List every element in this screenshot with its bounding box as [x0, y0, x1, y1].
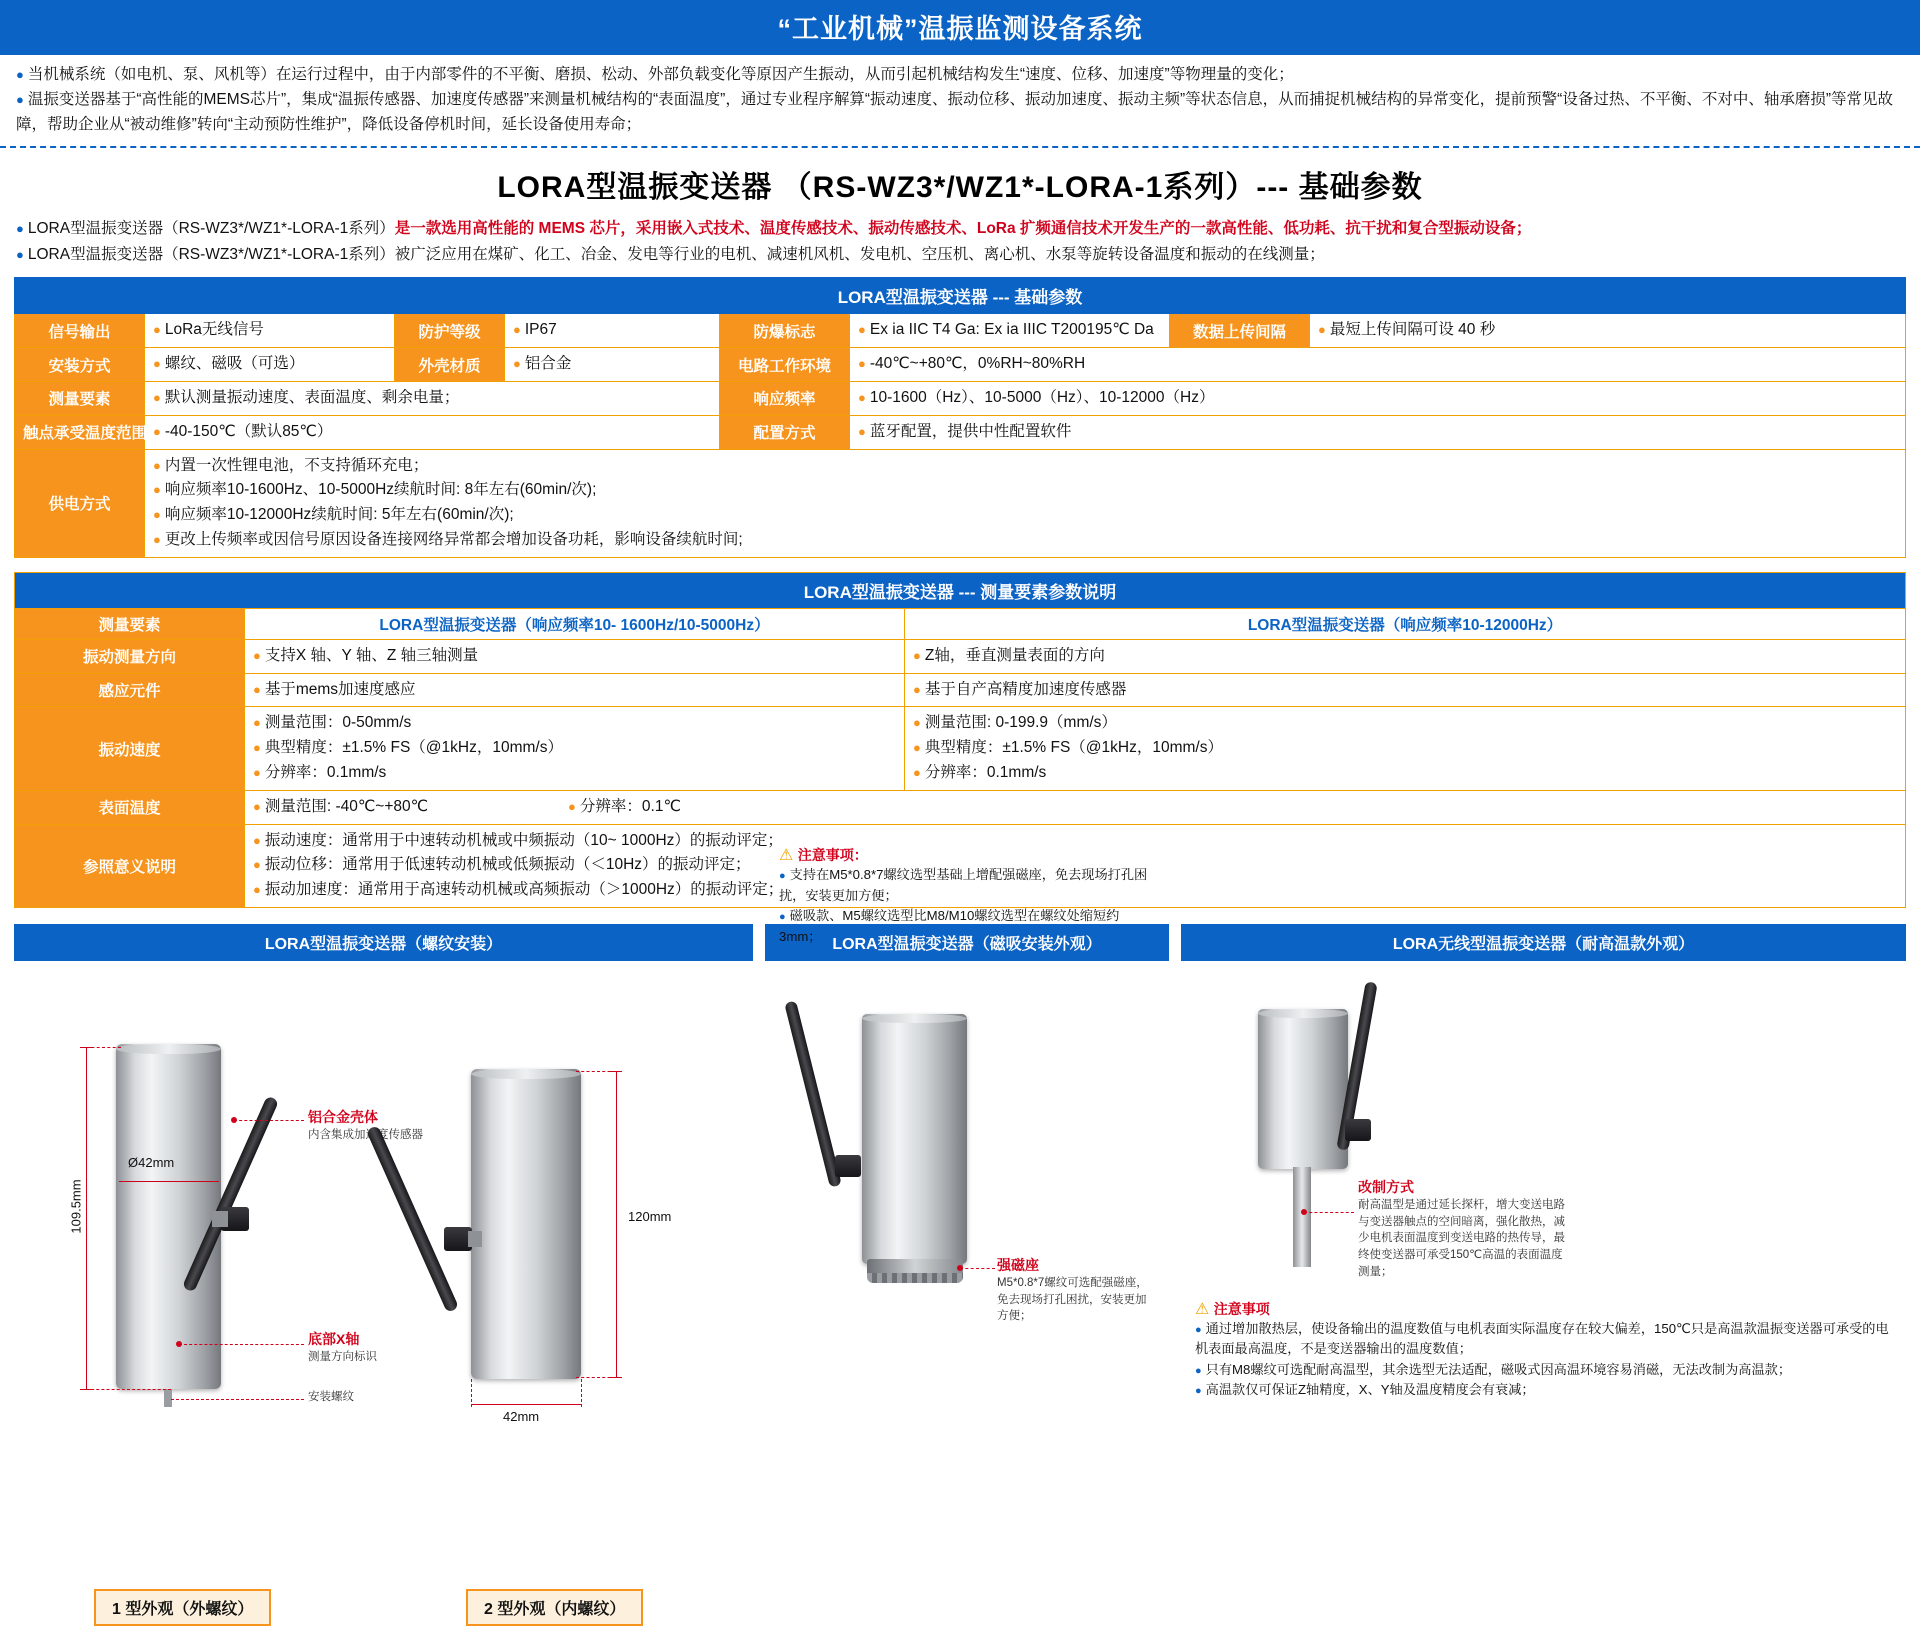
cell-text: 更改上传频率或因信号原因设备连接网络异常都会增加设备功耗，影响设备续航时间;: [164, 531, 743, 549]
cell-value: [905, 673, 1906, 707]
dim-diameter-label: Ø42mm: [128, 1155, 175, 1170]
extension-rod: [1293, 1167, 1311, 1267]
note-text: 只有M8螺纹可选配耐高温型，其余选型无法适配，磁吸式因高温环境容易消磁，无法改制为高温款；: [1205, 1361, 1792, 1377]
cell-text: -40℃~+80℃，0%RH~80%RH: [869, 355, 1086, 373]
bullet-icon: ●: [253, 715, 261, 731]
note-item: [779, 906, 1157, 947]
cell-text: 螺纹、磁吸（可选）: [164, 355, 305, 373]
cell-label: 信号输出: [15, 314, 145, 348]
table-row: [15, 639, 1906, 673]
antenna-connector-1: [212, 1211, 228, 1227]
row-label: 参照意义说明: [15, 824, 245, 907]
dim-ext: [576, 1377, 621, 1378]
callout-1-title: 铝合金壳体: [308, 1109, 378, 1125]
cell-value: [1310, 314, 1906, 348]
mod-callout-line: [1304, 1212, 1354, 1213]
cell-text: 振动位移：通常用于低速转动机械或低频振动（＜10Hz）的振动评定；: [264, 856, 751, 874]
mod-text: 耐高温型是通过延长探杆，增大变送电路与变送器触点的空间暗离，强化散热，减少电机表面温度到变送电路的热传导，最终使变送器可承受150℃高温的表面温度测量；: [1358, 1199, 1565, 1278]
section-line-highlight: 是一款选用高性能的 MEMS 芯片，采用嵌入式技术、温度传感技术、振动传感技术、LoRa 扩频通信技术开发生产的一款高性能、低功耗、抗干扰和复合型振动设备；: [394, 220, 1532, 238]
dim-ext: [86, 1389, 171, 1390]
cell-label: 响应频率: [720, 382, 850, 416]
col-header-b: LORA型温振变送器（响应频率10-12000Hz）: [905, 608, 1906, 639]
cell-value: [145, 382, 720, 416]
cell-text: Ex ia IIC T4 Ga: Ex ia IIIC T200195℃ Da: [869, 321, 1154, 339]
dim-height-line: [86, 1047, 87, 1389]
transmitter-top-cap-4: [1258, 1009, 1348, 1018]
callout-line-3: [171, 1399, 304, 1400]
bullet-icon: ●: [913, 681, 921, 697]
cell-text: 默认测量振动速度、表面温度、剩余电量；: [164, 389, 460, 407]
table-row: [15, 348, 1906, 382]
bullet-icon: ●: [253, 765, 261, 781]
antenna-connector-2: [468, 1231, 482, 1247]
antenna-3: [784, 1000, 842, 1187]
cell-text: 典型精度：±1.5% FS（@1kHz，10mm/s）: [924, 739, 1223, 757]
dim2-height-line: [616, 1071, 617, 1377]
bullet-icon: ●: [16, 92, 24, 108]
cell-label: 数据上传间隔: [1170, 314, 1310, 348]
caption-1: 1 型外观（外螺纹）: [94, 1589, 271, 1626]
table-row: [15, 382, 1906, 416]
intro-line: [14, 62, 1906, 87]
section-lines: [0, 216, 1920, 277]
bullet-icon: ●: [913, 740, 921, 756]
panel-thread-mount: [14, 924, 753, 1618]
bullet-icon: ●: [153, 482, 161, 498]
table-row: [15, 415, 1906, 449]
cell-text: 分辨率：0.1℃: [579, 797, 681, 815]
bullet-icon: ●: [913, 647, 921, 663]
page-banner-title: “工业机械”温振监测设备系统: [0, 0, 1920, 55]
section-title: LORA型温振变送器 （RS-WZ3*/WZ1*-LORA-1系列）--- 基础参数: [497, 171, 1423, 205]
dim-ext: [576, 1071, 621, 1072]
cell-value: [850, 348, 1906, 382]
callout-3: 安装螺纹: [308, 1391, 354, 1403]
bullet-icon: ●: [858, 356, 866, 372]
section-line-plain: LORA型温振变送器（RS-WZ3*/WZ1*-LORA-1系列）: [27, 220, 395, 238]
cell-value: [245, 707, 905, 790]
table2-title: LORA型温振变送器 --- 测量要素参数说明: [15, 572, 1906, 608]
cell-text: 基于mems加速度感应: [264, 680, 416, 698]
table-row: [15, 707, 1906, 790]
antenna-joint-3: [835, 1155, 861, 1177]
magnet-base-teeth: [867, 1273, 963, 1283]
bullet-icon: ●: [513, 322, 521, 338]
note-text: 磁吸款、M5螺纹选型比M8/M10螺纹选型在螺纹处缩短约3mm；: [779, 908, 1120, 944]
bullet-icon: ●: [153, 532, 161, 548]
transmitter-body-4: [1258, 1009, 1348, 1169]
mount-thread-1: [164, 1389, 172, 1407]
cell-text: 响应频率10-1600Hz、10-5000Hz续航时间: 8年左右(60min/次);: [164, 481, 597, 499]
cell-label: 测量要素: [15, 382, 145, 416]
bullet-icon: ●: [253, 832, 261, 848]
cell-text: 典型精度：±1.5% FS（@1kHz，10mm/s）: [264, 739, 563, 757]
bullet-icon: ●: [913, 765, 921, 781]
cell-text: 响应频率10-12000Hz续航时间: 5年左右(60min/次);: [164, 506, 514, 524]
bullet-icon: ●: [779, 911, 786, 924]
cell-value: [145, 314, 395, 348]
table-row: [15, 608, 1906, 639]
dim-diameter-line: [119, 1181, 219, 1182]
intro-section: [0, 55, 1920, 148]
transmitter-body-1: [116, 1044, 221, 1389]
cell-value: [145, 348, 395, 382]
note-text: 支持在M5*0.8*7螺纹选型基础上增配强磁座，免去现场打孔困扰，安装更加方便；: [779, 867, 1148, 903]
bullet-icon: ●: [1195, 1324, 1202, 1336]
bullet-icon: ●: [913, 715, 921, 731]
cell-value: [850, 382, 1906, 416]
row-label: 振动速度: [15, 707, 245, 790]
bullet-icon: ●: [513, 356, 521, 372]
row-label: 振动测量方向: [15, 639, 245, 673]
callout-2-title: 底部X轴: [308, 1331, 360, 1347]
bullet-icon: ●: [1195, 1364, 1202, 1377]
note-title-row: [779, 845, 1157, 865]
cell-value: [850, 314, 1170, 348]
note-title-row: [1195, 1299, 1892, 1319]
cell-text: 基于自产高精度加速度传感器: [924, 680, 1127, 698]
cell-label: 外壳材质: [395, 348, 505, 382]
table-row: [15, 314, 1906, 348]
table-row: [15, 790, 1906, 824]
cell-text: IP67: [524, 321, 557, 339]
note-text: 通过增加散热层，使设备输出的温度数值与电机表面实际温度存在较大偏差，150℃只是高温款温振变送器可承受的电机表面最高温度，不是变送器输出的温度数值；: [1195, 1321, 1889, 1357]
dim-ext: [86, 1047, 121, 1048]
caption-2-wrap: [466, 1589, 643, 1626]
panel-title: LORA型温振变送器（磁吸安装外观）: [767, 926, 1167, 959]
note-text: 高温款仅可保证Z轴精度，X、Y轴及温度精度会有衰减；: [1205, 1382, 1535, 1398]
magnet-label: 强磁座: [997, 1257, 1039, 1273]
intro-text-1: 当机械系统（如电机、泵、风机等）在运行过程中，由于内部零件的不平衡、磨损、松动、外部负载变化等原因产生振动，从而引起机械结构发生“速度、位移、加速度”等物理量的变化；: [27, 66, 1294, 83]
transmitter-body-2: [471, 1069, 581, 1379]
col-header-a: LORA型温振变送器（响应频率10- 1600Hz/10-5000Hz）: [245, 608, 905, 639]
callout-line-2: [179, 1344, 304, 1345]
note-title: 注意事项：: [797, 847, 868, 864]
cell-label: 防护等级: [395, 314, 505, 348]
cell-text: 10-1600（Hz）、10-5000（Hz）、10-12000（Hz）: [869, 389, 1215, 407]
bullet-icon: ●: [779, 870, 786, 883]
caption-1-wrap: [94, 1589, 271, 1626]
row-label: 感应元件: [15, 673, 245, 707]
col-header-element: 测量要素: [15, 608, 245, 639]
panel2-notes: [779, 845, 1157, 947]
cell-text: 测量范围: -40℃~+80℃: [264, 797, 429, 815]
cell-value: [850, 415, 1906, 449]
bullet-icon: ●: [16, 67, 24, 82]
cell-value: [905, 707, 1906, 790]
bullet-icon: ●: [858, 423, 866, 439]
row-label: 表面温度: [15, 790, 245, 824]
bullet-icon: ●: [858, 322, 866, 338]
table-row: [15, 673, 1906, 707]
note-title: 注意事项: [1213, 1301, 1270, 1317]
bullet-icon: ●: [253, 681, 261, 697]
cell-label: 配置方式: [720, 415, 850, 449]
section-line-plain: LORA型温振变送器（RS-WZ3*/WZ1*-LORA-1系列）被广泛应用在煤矿、化工、冶金、发电等行业的电机、减速机风机、发电机、空压机、离心机、水泵等旋转设备温度和振动的在线测量；: [27, 245, 1325, 263]
note-item: [1195, 1360, 1892, 1380]
intro-line: [14, 87, 1906, 137]
magnet-callout: [997, 1255, 1157, 1325]
bullet-icon: ●: [153, 507, 161, 523]
bullet-icon: ●: [16, 221, 24, 237]
bullet-icon: ●: [253, 798, 261, 814]
cell-value: [505, 314, 720, 348]
cell-value: [905, 639, 1906, 673]
cell-text: -40-150℃（默认85℃）: [164, 422, 333, 440]
mod-callout: [1358, 1177, 1573, 1280]
cell-text: 分辨率：0.1mm/s: [924, 764, 1047, 782]
cell-value: [245, 673, 905, 707]
note-item: [779, 865, 1157, 906]
dim-ext: [471, 1379, 472, 1407]
table-head-row: [15, 278, 1906, 314]
cell-label: 供电方式: [15, 449, 145, 557]
cell-value: [145, 415, 720, 449]
note-item: [1195, 1380, 1892, 1400]
bullet-icon: ●: [153, 356, 161, 372]
dim-ext: [581, 1379, 582, 1407]
callout-line-1: [234, 1120, 304, 1121]
transmitter-top-cap-2: [471, 1069, 581, 1079]
bullet-icon: ●: [153, 423, 161, 439]
cell-text: 分辨率：0.1mm/s: [264, 764, 387, 782]
mod-title: 改制方式: [1358, 1179, 1414, 1195]
bullet-icon: ●: [153, 390, 161, 406]
bullet-icon: ●: [253, 647, 261, 663]
transmitter-body-3: [862, 1014, 967, 1264]
bullet-icon: ●: [568, 798, 576, 814]
dim2-height-label: 120mm: [628, 1209, 672, 1224]
intro-text-2: 温振变送器基于“高性能的MEMS芯片”，集成“温振传感器、加速度传感器”来测量机械结构的“表面温度”，通过专业程序解算“振动速度、振动位移、振动加速度、振动主频”等状态信息，从而捕捉机械结构的异常变化，提前预警“设备过热、不平衡、不对中、轴承磨损”等常见故障，帮助企业从“被动维修”转向“主动预防性维护”，降低设备停机时间，延长设备使用寿命；: [16, 91, 1893, 134]
panel-magnetic-mount: [765, 847, 1169, 1323]
note-item: [1195, 1319, 1892, 1360]
cell-label: 防爆标志: [720, 314, 850, 348]
cell-label: 电路工作环境: [720, 348, 850, 382]
cell-text: LoRa无线信号: [164, 321, 264, 339]
bullet-icon: ●: [253, 740, 261, 756]
callout-1: [308, 1107, 488, 1144]
dim2-width-label: 42mm: [503, 1409, 540, 1424]
warning-icon: ⚠: [779, 847, 794, 865]
transmitter-top-cap-3: [862, 1014, 967, 1023]
panel-high-temp: [1181, 924, 1906, 1398]
cell-text: 铝合金: [524, 355, 572, 373]
transmitter-top-cap-1: [116, 1044, 221, 1054]
magnet-label-sub: M5*0.8*7螺纹可选配强磁座，免去现场打孔困扰，安装更加方便；: [997, 1277, 1148, 1323]
bullet-icon: ●: [253, 882, 261, 898]
antenna-joint-4: [1345, 1119, 1371, 1141]
dim2-width-line: [471, 1404, 581, 1405]
warning-icon: ⚠: [1195, 1301, 1210, 1318]
cell-label: 触点承受温度范围: [15, 415, 145, 449]
cell-text: 蓝牙配置，提供中性配置软件: [869, 422, 1072, 440]
cell-value: [505, 348, 720, 382]
magnet-callout-line: [960, 1268, 995, 1269]
table-head-row: [15, 572, 1906, 608]
callout-2-sub: 测量方向标识: [308, 1351, 377, 1363]
bullet-icon: ●: [16, 246, 24, 262]
panel3-notes: [1195, 1299, 1892, 1401]
panel-title: LORA型温振变送器（螺纹安装）: [16, 926, 751, 959]
cell-value: [245, 639, 905, 673]
cell-text: 最短上传间隔可设 40 秒: [1329, 321, 1496, 339]
bullet-icon: ●: [153, 457, 161, 473]
cell-value: [145, 449, 1906, 557]
caption-2: 2 型外观（内螺纹）: [466, 1589, 643, 1626]
antenna-2: [366, 1125, 459, 1313]
cell-text: Z轴，垂直测量表面的方向: [924, 646, 1105, 664]
cell-label: 安装方式: [15, 348, 145, 382]
table1-title: LORA型温振变送器 --- 基础参数: [15, 278, 1906, 314]
table-row: [15, 449, 1906, 557]
bullet-icon: ●: [858, 390, 866, 406]
cell-text: 测量范围: 0-199.9（mm/s）: [924, 714, 1117, 732]
cell-value: [245, 790, 1906, 824]
cell-text: 振动加速度：通常用于高速转动机械或高频振动（＞1000Hz）的振动评定；: [264, 881, 784, 899]
panel-title: LORA无线型温振变送器（耐高温款外观）: [1183, 926, 1904, 959]
bullet-icon: ●: [153, 322, 161, 338]
cell-text: 支持X 轴、Y 轴、Z 轴三轴测量: [264, 646, 479, 664]
cell-text: 测量范围：0-50mm/s: [264, 714, 412, 732]
bullet-icon: ●: [1318, 322, 1326, 338]
cell-text: 内置一次性锂电池，不支持循环充电；: [164, 456, 429, 474]
bullet-icon: ●: [1195, 1385, 1202, 1398]
section-line: [14, 216, 1906, 242]
section-line: [14, 242, 1906, 268]
basic-parameters-table: [14, 277, 1906, 557]
bullet-icon: ●: [253, 857, 261, 873]
callout-2: [308, 1329, 498, 1366]
callout-1-sub: 内含集成加速度传感器: [308, 1129, 423, 1141]
cell-text: 振动速度：通常用于中速转动机械或中频振动（10~ 1000Hz）的振动评定；: [264, 831, 783, 849]
dim-height-label: 109.5mm: [68, 1179, 84, 1234]
